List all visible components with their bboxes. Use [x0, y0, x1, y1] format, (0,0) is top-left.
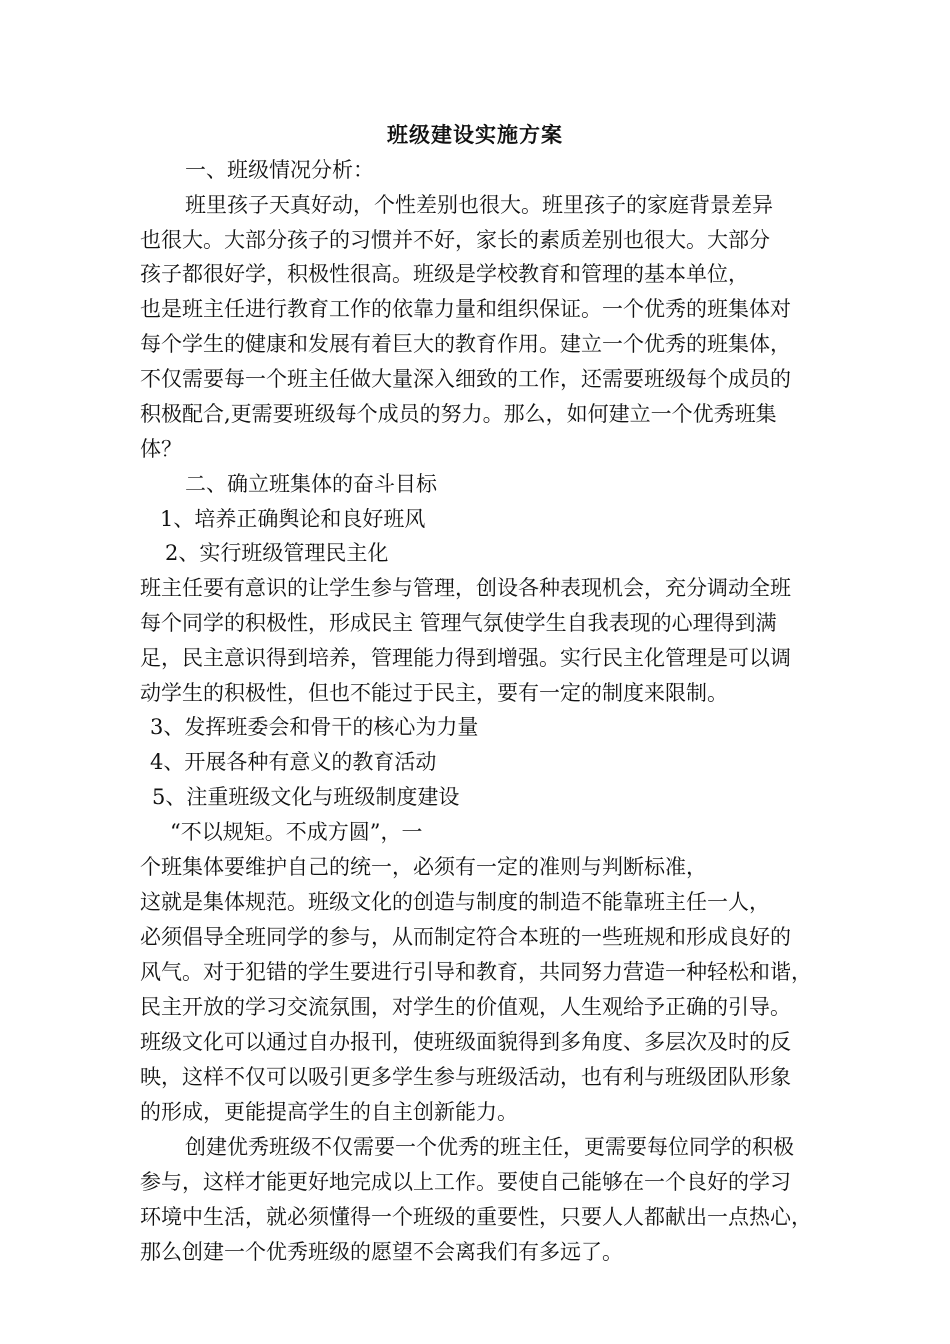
paragraph-line: 也很大。大部分孩子的习惯并不好，家长的素质差别也很大。大部分 — [140, 228, 770, 252]
paragraph-line: 必须倡导全班同学的参与，从而制定符合本班的一些班规和形成良好的 — [140, 925, 791, 949]
section-heading-1: 一、班级情况分析： — [185, 158, 374, 182]
paragraph-line: 的形成，更能提高学生的自主创新能力。 — [140, 1100, 518, 1124]
quote-line: “不以规矩。不成方圆”，一 — [170, 820, 423, 844]
paragraph-line: 这就是集体规范。班级文化的创造与制度的制造不能靠班主任一人， — [140, 890, 770, 914]
list-item: 4、开展各种有意义的教育活动 — [150, 750, 437, 774]
list-item: 3、发挥班委会和骨干的核心为力量 — [150, 715, 479, 739]
paragraph-line: 也是班主任进行教育工作的依靠力量和组织保证。一个优秀的班集体对 — [140, 297, 791, 321]
paragraph-line: 体？ — [140, 437, 182, 461]
paragraph-line: 民主开放的学习交流氛围，对学生的价值观，人生观给予正确的引导。 — [140, 995, 791, 1019]
list-item: 5、注重班级文化与班级制度建设 — [152, 785, 460, 809]
paragraph-line: 环境中生活，就必须懂得一个班级的重要性，只要人人都献出一点热心， — [140, 1205, 812, 1229]
paragraph-line: 参与，这样才能更好地完成以上工作。要使自己能够在一个良好的学习 — [140, 1170, 791, 1194]
paragraph-line: 每个同学的积极性，形成民主 管理气氛使学生自我表现的心理得到满 — [140, 611, 777, 635]
paragraph-line: 班级文化可以通过自办报刊，使班级面貌得到多角度、多层次及时的反 — [140, 1030, 791, 1054]
document-title: 班级建设实施方案 — [387, 122, 563, 147]
list-item: 2、实行班级管理民主化 — [165, 541, 389, 565]
paragraph-line: 不仅需要每一个班主任做大量深入细致的工作，还需要班级每个成员的 — [140, 367, 791, 391]
section-heading-2: 二、确立班集体的奋斗目标 — [185, 472, 437, 496]
paragraph-line: 班主任要有意识的让学生参与管理，创设各种表现机会，充分调动全班 — [140, 576, 791, 600]
paragraph-line: 创建优秀班级不仅需要一个优秀的班主任，更需要每位同学的积极 — [185, 1135, 794, 1159]
paragraph-line: 足，民主意识得到培养，管理能力得到增强。实行民主化管理是可以调 — [140, 646, 791, 670]
paragraph-line: 积极配合,更需要班级每个成员的努力。那么，如何建立一个优秀班集 — [140, 402, 777, 426]
paragraph-line: 风气。对于犯错的学生要进行引导和教育，共同努力营造一种轻松和谐， — [140, 960, 812, 984]
paragraph-line: 每个学生的健康和发展有着巨大的教育作用。建立一个优秀的班集体， — [140, 332, 791, 356]
paragraph-line: 个班集体要维护自己的统一，必须有一定的准则与判断标准， — [140, 855, 707, 879]
paragraph-line: 那么创建一个优秀班级的愿望不会离我们有多远了。 — [140, 1240, 623, 1264]
paragraph-line: 孩子都很好学，积极性很高。班级是学校教育和管理的基本单位， — [140, 262, 749, 286]
list-item: 1、培养正确舆论和良好班风 — [160, 507, 426, 531]
paragraph-line: 动学生的积极性，但也不能过于民主，要有一定的制度来限制。 — [140, 681, 728, 705]
paragraph-line: 班里孩子天真好动，个性差别也很大。班里孩子的家庭背景差异 — [185, 193, 773, 217]
paragraph-line: 映，这样不仅可以吸引更多学生参与班级活动，也有利与班级团队形象 — [140, 1065, 791, 1089]
